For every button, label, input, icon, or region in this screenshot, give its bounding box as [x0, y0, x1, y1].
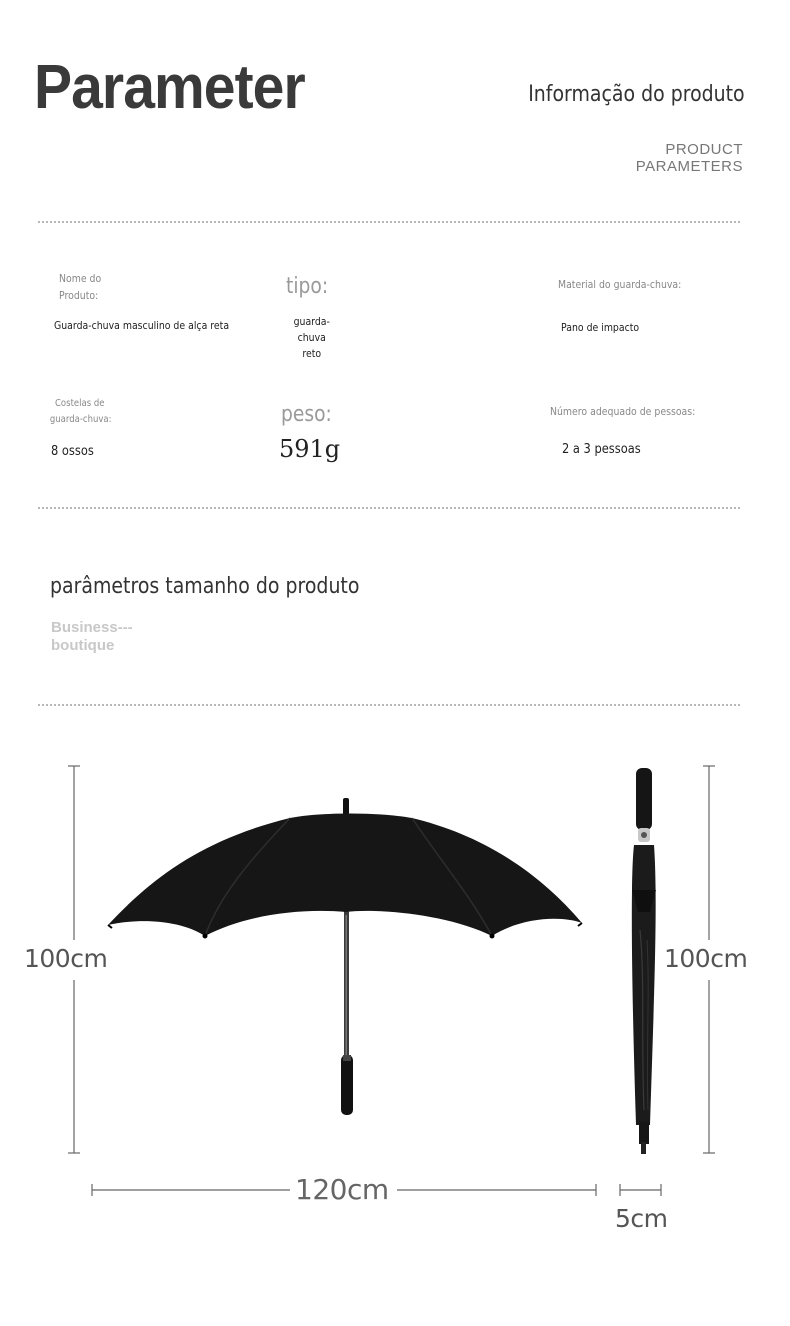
weight-label: peso:	[281, 402, 332, 427]
people-value: 2 a 3 pessoas	[562, 442, 641, 457]
tagline-line1: Business---	[51, 619, 133, 636]
ribs-label-line1: Costelas de	[55, 398, 105, 409]
material-label: Material do guarda-chuva:	[558, 278, 682, 291]
people-label: Número adequado de pessoas:	[550, 405, 696, 418]
caption-line-1: PRODUCT	[665, 141, 743, 158]
type-value-line2: reto	[302, 347, 322, 360]
open-width-label: 120cm	[295, 1173, 389, 1206]
page-subtitle: Informação do produto	[528, 82, 745, 107]
ribs-label-line2: guarda-chuva:	[49, 414, 112, 425]
open-umbrella-image	[108, 798, 582, 1115]
size-section-title: parâmetros tamanho do produto	[50, 574, 360, 599]
open-height-label: 100cm	[24, 944, 108, 973]
product-name-label-line1: Nome do	[59, 272, 102, 285]
weight-value: 591g	[279, 435, 341, 463]
closed-width-dimension-line	[620, 1184, 661, 1196]
closed-umbrella-image	[632, 768, 656, 1154]
product-name-value: Guarda-chuva masculino de alça reta	[54, 319, 230, 332]
page-title: Parameter	[34, 53, 305, 122]
type-value-line1: guarda-chuva	[293, 315, 330, 344]
type-label: tipo:	[286, 274, 329, 299]
tagline-line2: boutique	[51, 637, 115, 654]
ribs-value: 8 ossos	[51, 444, 94, 459]
material-value: Pano de impacto	[561, 321, 640, 334]
closed-height-label: 100cm	[664, 944, 748, 973]
closed-width-label: 5cm	[615, 1204, 668, 1233]
product-name-label-line2: Produto:	[59, 289, 99, 302]
caption-line-2: PARAMETERS	[635, 158, 743, 175]
